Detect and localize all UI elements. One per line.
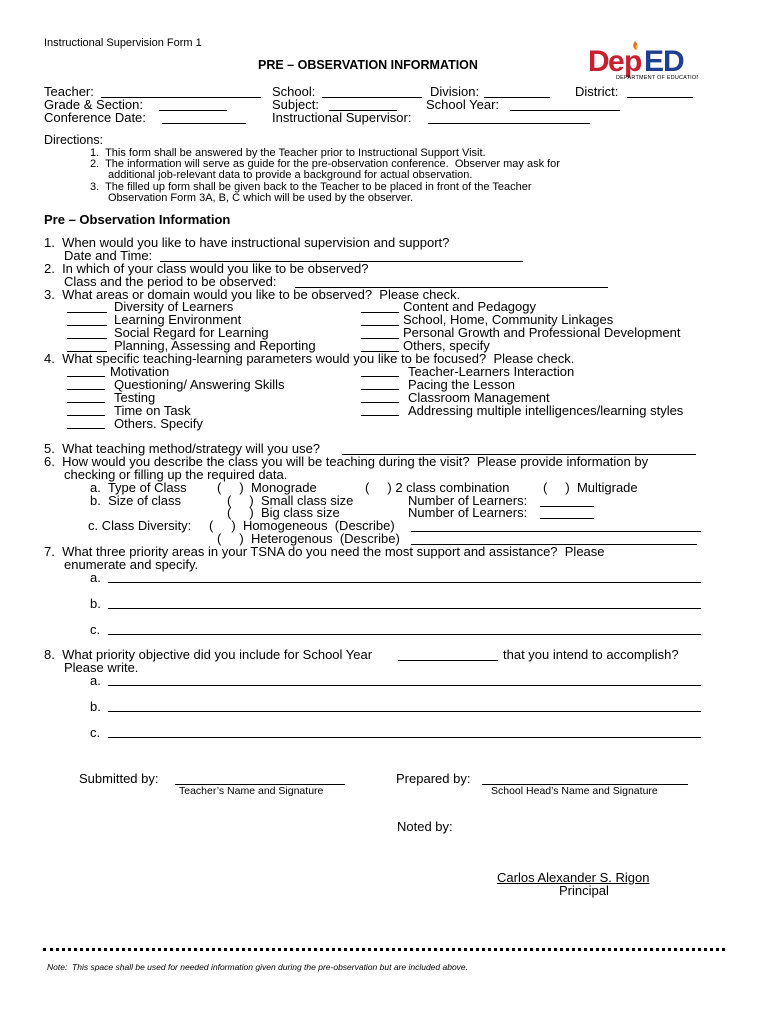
directions-label: Directions: [44, 133, 104, 147]
learners-label-big: Number of Learners: [408, 505, 528, 520]
supervisor-label: Instructional Supervisor: [272, 110, 412, 125]
checkbox-line[interactable] [67, 312, 107, 313]
question-5: 5. What teaching method/strategy will you use? [44, 441, 321, 456]
checkbox-line[interactable] [67, 402, 105, 403]
option-social-regard: Social Regard for Learning [114, 325, 269, 340]
question-4: 4. What specific teaching-learning parameters would you like to be focused? Please check. [44, 351, 575, 366]
head-signature-caption: School Head’s Name and Signature [491, 785, 658, 797]
option-big-class[interactable]: ( ) Big class size [227, 505, 340, 520]
svg-text:e: e [608, 45, 624, 78]
learners-field-big[interactable] [540, 518, 594, 519]
priority-field-c[interactable] [108, 634, 701, 635]
direction-1: 1. This form shall be answered by the Teacher prior to Instructional Support Visit. [90, 147, 486, 159]
option-questioning: Questioning/ Answering Skills [114, 377, 285, 392]
option-testing: Testing [114, 390, 156, 405]
school-year-label: School Year: [426, 97, 500, 112]
checkbox-line[interactable] [361, 402, 399, 403]
school-label: School: [272, 84, 316, 99]
option-others: Others, specify [403, 338, 490, 353]
option-others-specify: Others. Specify [114, 416, 203, 431]
supervisor-field[interactable] [428, 123, 590, 124]
option-interaction: Teacher-Learners Interaction [408, 364, 575, 379]
checkbox-line[interactable] [361, 338, 399, 339]
grade-section-label: Grade & Section: [44, 97, 143, 112]
option-motivation: Motivation [110, 364, 170, 379]
teacher-signature-caption: Teacher’s Name and Signature [179, 785, 324, 797]
option-2-class-combination[interactable]: ( ) 2 class combination [365, 480, 510, 495]
item-a: a. [90, 673, 101, 688]
grade-section-field[interactable] [159, 110, 227, 111]
deped-logo-icon [586, 37, 698, 83]
item-b: b. [90, 699, 101, 714]
question-6: 6. How would you describe the class you will be teaching during the visit? Please provide information by [44, 454, 649, 469]
principal-title: Principal [559, 883, 609, 898]
type-of-class-label: a. Type of Class [90, 480, 187, 495]
priority-field-a[interactable] [108, 582, 701, 583]
checkbox-line[interactable] [361, 415, 399, 416]
question-7-cont: enumerate and specify. [64, 557, 199, 572]
learners-field-small[interactable] [540, 506, 594, 507]
svg-text:D: D [588, 45, 609, 78]
objective-field-c[interactable] [108, 737, 701, 738]
option-multiple-intelligences: Addressing multiple intelligences/learning styles [408, 403, 684, 418]
item-c: c. [90, 622, 101, 637]
question-7: 7. What three priority areas in your TSNA do you need the most support and assistance? Please [44, 544, 605, 559]
teacher-label: Teacher: [44, 84, 94, 99]
checkbox-line[interactable] [67, 428, 105, 429]
checkbox-line[interactable] [361, 325, 399, 326]
class-period-label: Class and the period to be observed: [64, 274, 277, 289]
subject-label: Subject: [272, 97, 319, 112]
conference-date-label: Conference Date: [44, 110, 146, 125]
option-content: Content and Pedagogy [403, 299, 536, 314]
option-heterogenous[interactable]: ( ) Heterogenous (Describe) [217, 531, 400, 546]
svg-text:DEPARTMENT OF EDUCATION: DEPARTMENT OF EDUCATION [616, 75, 698, 81]
option-classroom-mgmt: Classroom Management [408, 390, 550, 405]
note-text: Note: This space shall be used for needed information given during the pre-observation but are included above. [47, 962, 469, 972]
option-pacing: Pacing the Lesson [408, 377, 515, 392]
checkbox-line[interactable] [67, 338, 107, 339]
option-diversity: Diversity of Learners [114, 299, 234, 314]
school-field[interactable] [322, 97, 422, 98]
checkbox-line[interactable] [361, 376, 399, 377]
school-year-objective-field[interactable] [398, 660, 498, 661]
question-1: 1. When would you like to have instructional supervision and support? [44, 235, 450, 250]
district-label: District: [575, 84, 619, 99]
date-time-label: Date and Time: [64, 248, 153, 263]
item-b: b. [90, 596, 101, 611]
question-8-cont: Please write. [64, 660, 139, 675]
principal-name: Carlos Alexander S. Rigon [497, 870, 650, 885]
deped-logo [586, 37, 698, 83]
learners-label-small: Number of Learners: [408, 493, 528, 508]
school-year-field[interactable] [510, 110, 620, 111]
dotted-separator [43, 948, 725, 951]
direction-3: 3. The filled up form shall be given back to the Teacher to be placed in front of the Teacher [90, 181, 532, 193]
prepared-by-label: Prepared by: [396, 771, 471, 786]
objective-field-a[interactable] [108, 685, 701, 686]
question-8-part2: that you intend to accomplish? [503, 647, 679, 662]
class-diversity-label: c. Class Diversity: [88, 518, 192, 533]
size-of-class-label: b. Size of class [90, 493, 182, 508]
district-field[interactable] [627, 97, 693, 98]
checkbox-line[interactable] [67, 325, 107, 326]
question-8: 8. What priority objective did you include for School Year [44, 647, 373, 662]
question-6-cont: checking or filling up the required data. [64, 467, 288, 482]
option-time-on-task: Time on Task [114, 403, 191, 418]
division-label: Division: [430, 84, 480, 99]
question-3: 3. What areas or domain would you like to be observed? Please check. [44, 287, 461, 302]
option-multigrade[interactable]: ( ) Multigrade [543, 480, 638, 495]
homogeneous-field[interactable] [411, 531, 701, 532]
item-c: c. [90, 725, 101, 740]
checkbox-line[interactable] [361, 389, 399, 390]
option-small-class[interactable]: ( ) Small class size [227, 493, 354, 508]
noted-by-label: Noted by: [397, 819, 453, 834]
priority-field-b[interactable] [108, 608, 701, 609]
item-a: a. [90, 570, 101, 585]
checkbox-line[interactable] [67, 389, 105, 390]
checkbox-line[interactable] [67, 376, 105, 377]
option-environment: Learning Environment [114, 312, 242, 327]
direction-2-cont: additional job-relevant data to provide a background for actual observation. [108, 169, 473, 181]
submitted-by-label: Submitted by: [79, 771, 159, 786]
direction-2: 2. The information will serve as guide for the pre-observation conference. Observer may ask for [90, 158, 560, 170]
form-number: Instructional Supervision Form 1 [44, 37, 202, 49]
checkbox-line[interactable] [361, 312, 399, 313]
option-monograde[interactable]: ( ) Monograde [217, 480, 317, 495]
option-planning: Planning, Assessing and Reporting [114, 338, 316, 353]
conference-date-field[interactable] [162, 123, 246, 124]
svg-text:ED: ED [644, 45, 684, 78]
checkbox-line[interactable] [67, 415, 105, 416]
question-2: 2. In which of your class would you like to be observed? [44, 261, 369, 276]
objective-field-b[interactable] [108, 711, 701, 712]
section-title: Pre – Observation Information [44, 212, 231, 227]
option-linkages: School, Home, Community Linkages [403, 312, 614, 327]
svg-text:p: p [624, 45, 642, 78]
option-homogeneous[interactable]: ( ) Homogeneous (Describe) [209, 518, 395, 533]
option-growth: Personal Growth and Professional Development [403, 325, 681, 340]
form-title: PRE – OBSERVATION INFORMATION [258, 58, 478, 72]
direction-3-cont: Observation Form 3A, B, C which will be used by the observer. [108, 192, 414, 204]
